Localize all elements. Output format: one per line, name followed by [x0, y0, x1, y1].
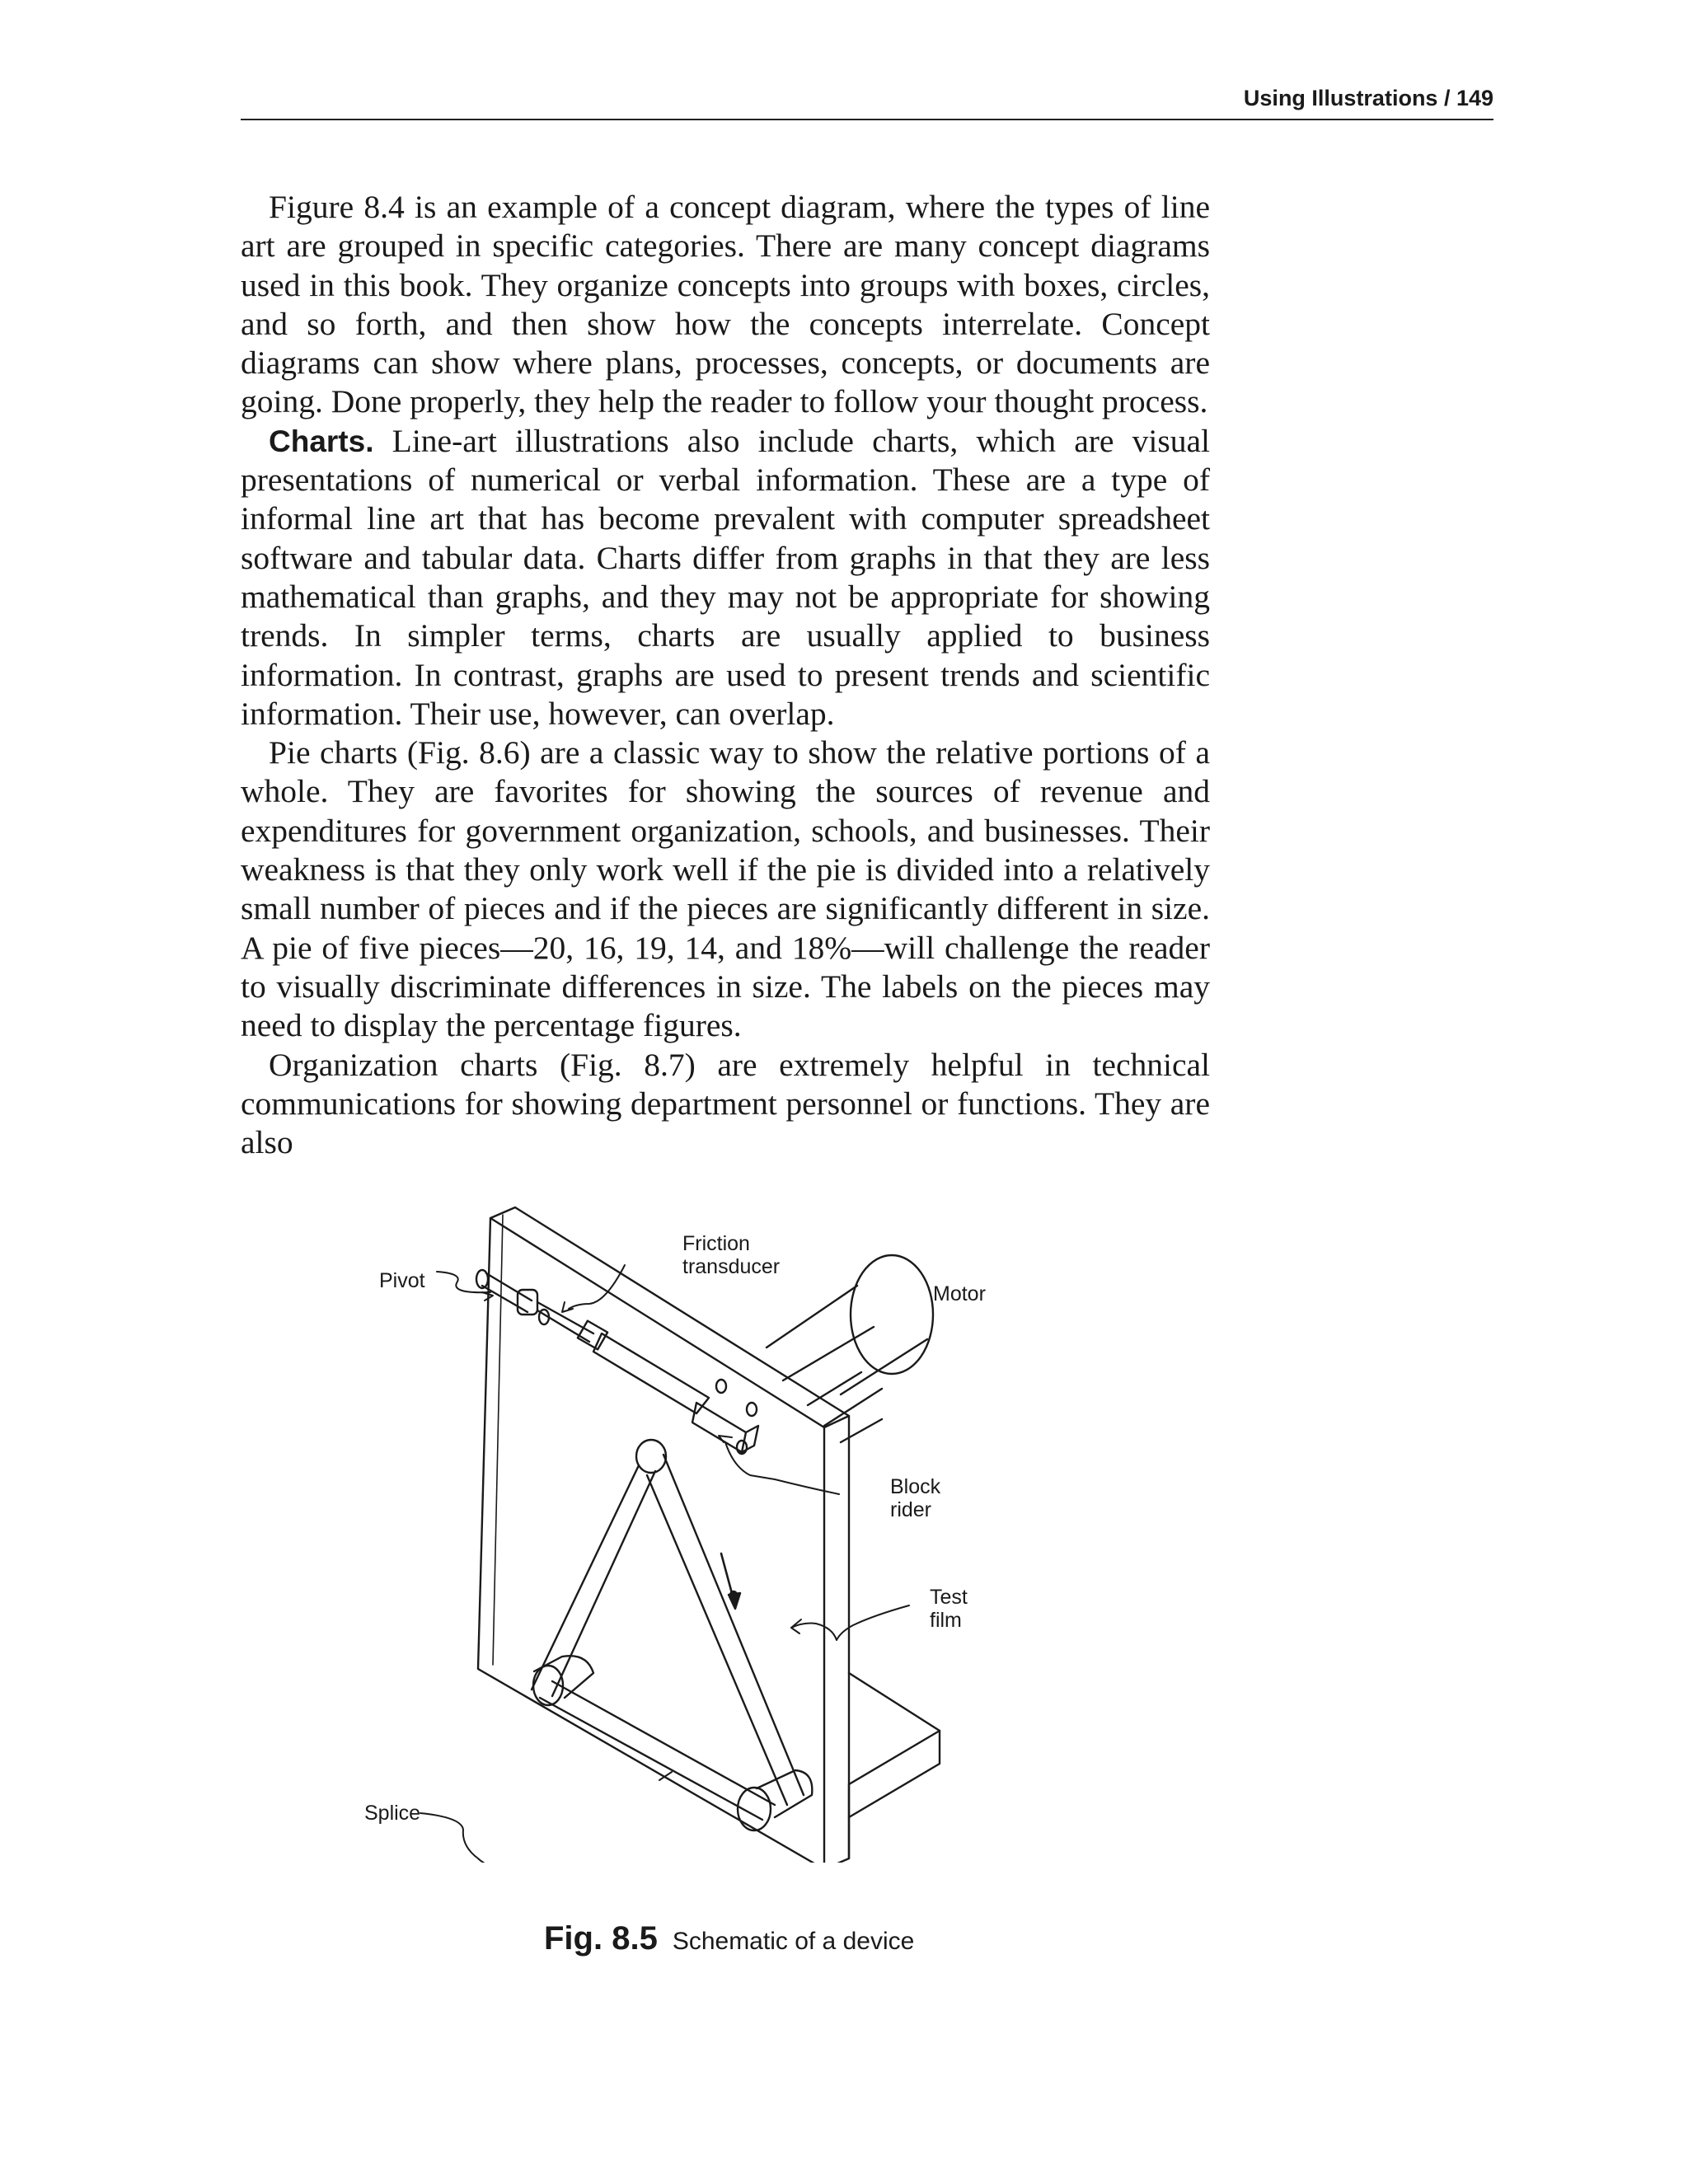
body-text — [241, 188, 1210, 1162]
vertical-plate — [478, 1207, 849, 1863]
base-block — [849, 1673, 940, 1858]
label-block-line2: rider — [890, 1498, 932, 1521]
figure-caption — [544, 1920, 1121, 1957]
label-block-line1: Block — [890, 1475, 941, 1498]
label-splice: Splice — [364, 1802, 421, 1825]
figure-number: Fig. 8.5 — [544, 1920, 658, 1957]
running-header — [241, 82, 1493, 120]
label-friction-line1: Friction — [682, 1232, 750, 1255]
test-film-loop — [532, 1440, 812, 1830]
label-friction-line2: transducer — [682, 1255, 781, 1278]
run-in-heading-charts: Charts. — [269, 424, 374, 458]
paragraph-pie-charts: Pie charts (Fig. 8.6) are a classic way to show the relative portions of a whole. They are favorites for showing the sources of revenue and expenditures for government organization, schools, and businesses. Their weakness is that they only work well if the pie is divided into a relatively small number of pieces and if the pieces are significantly different in size. A pie of five pieces—20, 16, 19, 14, and 18%—will challenge the reader to visually discriminate differences in size. The labels on the pieces may need to display the percentage figures. — [241, 734, 1210, 1044]
label-motor: Motor — [933, 1282, 986, 1305]
leader-lines — [420, 1265, 909, 1863]
label-test-line1: Test — [930, 1586, 968, 1609]
running-title: Using Illustrations / 149 — [1243, 86, 1493, 110]
paragraph-organization-charts: Organization charts (Fig. 8.7) are extremely helpful in technical communications for showing department personnel or functions. They are also — [241, 1046, 1210, 1161]
paragraph-charts-text: Line-art illustrations also include charts, which are visual presentations of numerical or verbal information. These are a type of informal line art that has become prevalent with computer spreadsheet software and tabular data. Charts differ from graphs in that they are less mathematical than graphs, and they may not be appropriate for showing trends. In simpler terms, charts are usually applied to business information. In contrast, graphs are used to present trends and scientific information. Their use, however, can overlap. — [241, 422, 1210, 732]
paragraph-charts — [241, 422, 1210, 733]
device-schematic — [346, 1203, 1055, 1863]
motor-drawing — [767, 1255, 933, 1442]
plate-holes — [716, 1380, 757, 1454]
label-test-line2: film — [930, 1609, 962, 1632]
label-pivot: Pivot — [379, 1269, 425, 1292]
device-schematic-figure — [346, 1203, 1055, 1863]
figure-title: Schematic of a device — [672, 1928, 915, 1955]
paragraph-concept-diagrams: Figure 8.4 is an example of a concept diagram, where the types of line art are grouped in specific categories. There are many concept diagrams used in this book. They organize concepts into groups with boxes, circles, and so forth, and then show how the concepts interrelate. Concept diagrams can show where plans, processes, concepts, or documents are going. Done properly, they help the reader to follow your thought process. — [241, 189, 1210, 420]
